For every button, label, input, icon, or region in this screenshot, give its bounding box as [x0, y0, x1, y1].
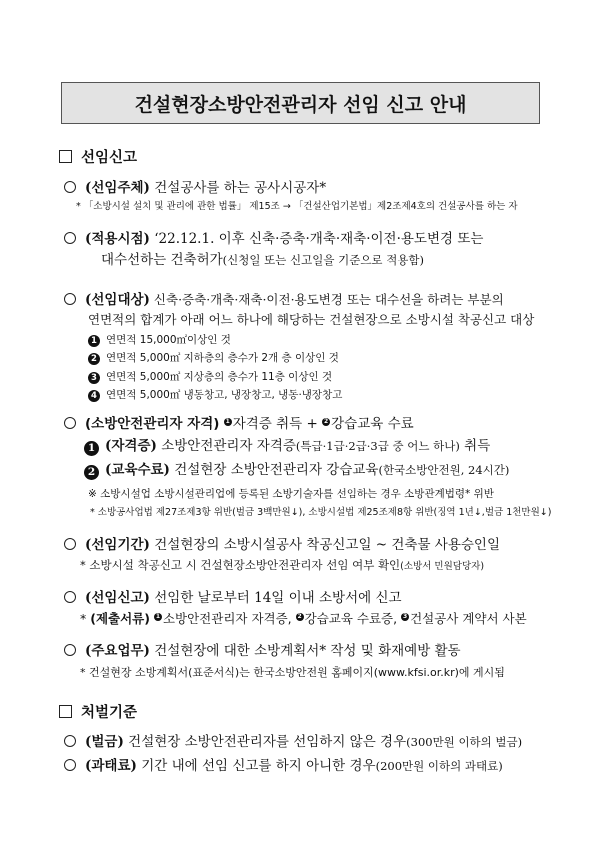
penalty-fee-line — [64, 759, 503, 774]
report-doc2: 강습교육 수료증, — [304, 611, 402, 626]
number-1-icon: 1 — [88, 335, 100, 347]
qual-item2-text: 건설현장 소방안전관리자 강습교육 — [169, 462, 379, 478]
circle-bullet-icon — [64, 759, 76, 771]
period-note: * 소방시설 착공신고 시 건설현장소방안전관리자 선임 여부 확인 — [80, 558, 401, 572]
timing-line2 — [101, 254, 424, 268]
qualification-note2: * 소방공사업법 제27조제3항 위반(벌금 3백만원↓), 소방시설법 제25조제8항 위반(징역 1년↓,벌금 1천만원↓) — [90, 507, 552, 518]
qualification-label: (소방안전관리자 자격) — [85, 416, 220, 432]
period-line — [64, 538, 500, 553]
number-4-icon: 4 — [88, 390, 100, 402]
superscript-1-icon: 1 — [225, 418, 230, 425]
title-box — [61, 82, 540, 124]
timing-line — [64, 232, 483, 247]
checkbox-square-icon — [59, 150, 72, 163]
target-text1: 신축·증축·개축·재축·이전·용도변경 또는 대수선을 하려는 부분의 — [149, 292, 504, 307]
report-text: 선임한 날로부터 14일 이내 소방서에 신고 — [149, 590, 402, 606]
report-label: (선임신고) — [85, 590, 150, 606]
qual-item2-label: (교육수료) — [105, 462, 170, 478]
subject-line — [64, 181, 326, 196]
target-label: (선임대상) — [85, 292, 150, 308]
duty-label: (주요업무) — [85, 643, 150, 659]
circle-bullet-icon — [64, 644, 76, 656]
duty-line — [64, 644, 461, 659]
qual-item2-small: (한국소방안전원, 24시간) — [378, 463, 510, 477]
circle-bullet-icon — [64, 417, 76, 429]
target-item-text: 연면적 5,000㎡ 지상층의 층수가 11층 이상인 것 — [106, 371, 333, 383]
qualification-s2: 강습교육 수료 — [331, 416, 414, 432]
fee-text: 기간 내에 선임 신고를 하지 아니한 경우 — [136, 758, 376, 774]
fine-label: (벌금) — [85, 734, 124, 750]
qualification-item-1 — [84, 440, 490, 456]
target-item-text: 연면적 15,000㎡이상인 것 — [106, 334, 231, 346]
section-title: 선임신고 — [81, 150, 138, 166]
qualification-line — [64, 417, 414, 432]
circle-bullet-icon — [64, 181, 76, 193]
period-label: (선임기간) — [85, 537, 150, 553]
subject-note: * 「소방시설 설치 및 관리에 관한 법률」 제15조 → 「건설산업기본법」제2조제4호의 건설공사를 하는 자 — [76, 201, 518, 212]
number-2-icon: 2 — [84, 465, 99, 480]
qual-item1-text: 소방안전관리자 자격증 — [156, 438, 296, 454]
report-line — [64, 591, 402, 606]
subject-label: (선임주체) — [85, 180, 150, 196]
qualification-s1: 자격증 취득 + — [232, 416, 323, 432]
period-text: 건설현장의 소방시설공사 착공신고일 ~ 건축물 사용승인일 — [149, 537, 500, 553]
timing-text1: ‘22.12.1. 이후 신축·증축·개축·재축·이전·용도변경 또는 — [149, 231, 484, 247]
superscript-2-icon: 2 — [324, 418, 329, 425]
circle-bullet-icon — [64, 538, 76, 550]
subject-text: 건설공사를 하는 공사시공자* — [149, 180, 327, 196]
timing-text2: 대수선하는 건축허가 — [101, 252, 223, 268]
circle-bullet-icon — [64, 293, 76, 305]
report-docs-line — [80, 613, 527, 626]
circle-bullet-icon — [64, 232, 76, 244]
target-item-text: 연면적 5,000㎡ 냉동창고, 냉장창고, 냉동·냉장창고 — [106, 389, 343, 401]
section-header-penalty — [59, 701, 137, 722]
qualification-item-2 — [84, 464, 509, 480]
target-item-text: 연면적 5,000㎡ 지하층의 층수가 2개 층 이상인 것 — [106, 352, 339, 364]
superscript-1-icon: 1 — [155, 613, 161, 620]
target-line — [64, 293, 504, 308]
section-header-registration — [59, 146, 137, 167]
fine-small: (300만원 이하의 벌금) — [406, 735, 523, 749]
target-item-3 — [88, 372, 332, 384]
circle-bullet-icon — [64, 735, 76, 747]
timing-label: (적용시점) — [85, 231, 150, 247]
report-doc1: 소방안전관리자 자격증, — [162, 611, 296, 626]
duty-text: 건설현장에 대한 소방계획서* 작성 및 화재예방 활동 — [149, 643, 461, 659]
period-note-small: (소방서 민원담당자) — [400, 561, 485, 572]
duty-note: * 건설현장 소방계획서(표준서식)는 한국소방안전원 홈페이지(www.kfsi.or.kr)에 게시됨 — [80, 666, 505, 679]
report-doc3: 건설공사 계약서 사본 — [410, 611, 527, 626]
target-text2: 연면적의 합계가 아래 어느 하나에 해당하는 건설현장으로 소방시설 착공신고 대상 — [88, 312, 535, 327]
number-2-icon: 2 — [88, 353, 100, 365]
superscript-2-icon: 2 — [297, 613, 302, 620]
penalty-fine-line — [64, 735, 522, 750]
target-item-4 — [88, 390, 342, 402]
fee-label: (과태료) — [85, 758, 137, 774]
qualification-note1: ※ 소방시설업 소방시설관리업에 등록된 소방기술자를 선임하는 경우 소방관계법령* 위반 — [88, 488, 494, 500]
fine-text: 건설현장 소방안전관리자를 선임하지 않은 경우 — [123, 734, 407, 750]
section-title: 처벌기준 — [81, 705, 138, 721]
timing-note: (신청일 또는 신고일을 기준으로 적용함) — [222, 253, 425, 267]
target-item-2 — [88, 353, 339, 365]
qual-item1-end: 취득 — [459, 438, 491, 454]
report-sub-label: (제출서류) — [90, 611, 150, 626]
checkbox-square-icon — [59, 705, 72, 718]
fee-small: (200만원 이하의 과태료) — [375, 759, 503, 773]
circle-bullet-icon — [64, 591, 76, 603]
report-prefix: * — [80, 611, 91, 626]
period-note-line — [80, 560, 484, 572]
qual-item1-label: (자격증) — [105, 438, 157, 454]
superscript-3-icon: 3 — [402, 613, 408, 620]
page-title: 건설현장소방안전관리자 선임 신고 안내 — [134, 93, 467, 116]
number-1-icon: 1 — [84, 441, 99, 456]
target-item-1 — [88, 335, 231, 347]
qual-item1-small: (특급·1급·2급·3급 중 어느 하나) — [295, 439, 460, 453]
number-3-icon: 3 — [88, 372, 100, 384]
